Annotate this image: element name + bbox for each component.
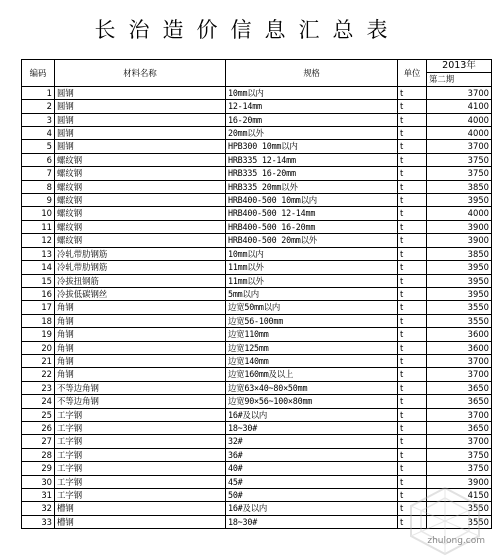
- cell-spec: HRB335 12-14mm: [226, 153, 398, 166]
- cell-unit: t: [398, 435, 427, 448]
- cell-name: 圆钢: [55, 86, 226, 99]
- cell-spec: 边宽56-100mm: [226, 314, 398, 327]
- cell-no: 15: [22, 274, 55, 287]
- cell-name: 螺纹钢: [55, 180, 226, 193]
- cell-price: 3650: [427, 421, 492, 434]
- cell-price: 3750: [427, 462, 492, 475]
- cell-no: 24: [22, 395, 55, 408]
- cell-unit: t: [398, 167, 427, 180]
- table-row: [22, 301, 492, 314]
- cell-name: 螺纹钢: [55, 207, 226, 220]
- cell-name: 圆钢: [55, 113, 226, 126]
- cell-unit: t: [398, 234, 427, 247]
- table-row: [22, 408, 492, 421]
- cell-price: 3650: [427, 381, 492, 394]
- cell-name: 槽钢: [55, 502, 226, 515]
- cell-no: 32: [22, 502, 55, 515]
- cell-name: 不等边角钢: [55, 395, 226, 408]
- cell-spec: HRB335 16-20mm: [226, 167, 398, 180]
- cell-unit: t: [398, 153, 427, 166]
- table-row: [22, 462, 492, 475]
- cell-unit: t: [398, 247, 427, 260]
- watermark-text: zhulong.com: [427, 536, 485, 546]
- cell-name: 工字钢: [55, 475, 226, 488]
- cell-name: 角钢: [55, 314, 226, 327]
- cell-name: 冷拔低碳钢丝: [55, 287, 226, 300]
- cell-price: 3950: [427, 274, 492, 287]
- cell-price: 3550: [427, 301, 492, 314]
- cell-price: 3950: [427, 194, 492, 207]
- cell-unit: t: [398, 314, 427, 327]
- cell-spec: 16#及以内: [226, 408, 398, 421]
- cell-spec: 18~30#: [226, 515, 398, 528]
- cell-no: 29: [22, 462, 55, 475]
- cell-name: 螺纹钢: [55, 234, 226, 247]
- cell-no: 9: [22, 194, 55, 207]
- cell-name: 圆钢: [55, 140, 226, 153]
- cell-unit: t: [398, 113, 427, 126]
- cell-name: 角钢: [55, 368, 226, 381]
- cell-price: 3900: [427, 234, 492, 247]
- cell-name: 不等边角钢: [55, 381, 226, 394]
- cell-price: 3650: [427, 395, 492, 408]
- cell-spec: 16-20mm: [226, 113, 398, 126]
- cell-price: 3950: [427, 261, 492, 274]
- table-row: [22, 247, 492, 260]
- cell-unit: t: [398, 194, 427, 207]
- cell-no: 12: [22, 234, 55, 247]
- cell-no: 16: [22, 287, 55, 300]
- cell-name: 角钢: [55, 354, 226, 367]
- cell-unit: t: [398, 207, 427, 220]
- header-name: 材料名称: [55, 60, 226, 87]
- cell-price: 3850: [427, 180, 492, 193]
- cell-spec: 10mm以内: [226, 86, 398, 99]
- cell-no: 28: [22, 448, 55, 461]
- cell-no: 21: [22, 354, 55, 367]
- cell-spec: 边宽90×56~100×80mm: [226, 395, 398, 408]
- cell-price: 3950: [427, 287, 492, 300]
- cell-unit: t: [398, 86, 427, 99]
- table-row: [22, 421, 492, 434]
- cell-unit: t: [398, 489, 427, 502]
- cell-no: 17: [22, 301, 55, 314]
- price-table: [21, 59, 492, 529]
- cell-name: 工字钢: [55, 448, 226, 461]
- cell-name: 螺纹钢: [55, 167, 226, 180]
- cell-no: 26: [22, 421, 55, 434]
- cell-spec: 11mm以外: [226, 261, 398, 274]
- cell-name: 冷轧带肋钢筋: [55, 247, 226, 260]
- table-row: [22, 368, 492, 381]
- table-row: [22, 354, 492, 367]
- cell-price: 3700: [427, 368, 492, 381]
- cell-no: 33: [22, 515, 55, 528]
- cell-no: 8: [22, 180, 55, 193]
- cell-name: 圆钢: [55, 127, 226, 140]
- cell-no: 7: [22, 167, 55, 180]
- table-row: [22, 86, 492, 99]
- cell-spec: 5mm以内: [226, 287, 398, 300]
- cell-no: 11: [22, 220, 55, 233]
- table-row: [22, 113, 492, 126]
- cell-price: 3750: [427, 167, 492, 180]
- cell-name: 角钢: [55, 341, 226, 354]
- cell-name: 工字钢: [55, 435, 226, 448]
- cell-unit: t: [398, 180, 427, 193]
- cell-name: 螺纹钢: [55, 194, 226, 207]
- table-row: [22, 381, 492, 394]
- header-year: 2013年: [427, 60, 492, 73]
- cell-name: 工字钢: [55, 421, 226, 434]
- cell-spec: 36#: [226, 448, 398, 461]
- cell-spec: HPB300 10mm以内: [226, 140, 398, 153]
- cell-spec: HRB400-500 10mm以内: [226, 194, 398, 207]
- cell-unit: t: [398, 502, 427, 515]
- header-no: 编码: [22, 60, 55, 87]
- table-row: [22, 287, 492, 300]
- table-row: [22, 140, 492, 153]
- cell-unit: t: [398, 341, 427, 354]
- cell-price: 4100: [427, 100, 492, 113]
- cell-no: 13: [22, 247, 55, 260]
- page-title: 长治造价信息汇总表: [94, 18, 401, 42]
- cell-name: 工字钢: [55, 489, 226, 502]
- cell-spec: HRB335 20mm以外: [226, 180, 398, 193]
- cell-spec: 45#: [226, 475, 398, 488]
- table-row: [22, 234, 492, 247]
- cell-unit: t: [398, 301, 427, 314]
- cell-no: 22: [22, 368, 55, 381]
- cell-no: 5: [22, 140, 55, 153]
- cell-spec: 边宽160mm及以上: [226, 368, 398, 381]
- table-row: [22, 100, 492, 113]
- cell-spec: 边宽140mm: [226, 354, 398, 367]
- cell-unit: t: [398, 100, 427, 113]
- cell-price: 3750: [427, 448, 492, 461]
- cell-unit: t: [398, 408, 427, 421]
- cell-unit: t: [398, 448, 427, 461]
- cell-spec: HRB400-500 12-14mm: [226, 207, 398, 220]
- cell-price: 3550: [427, 314, 492, 327]
- table-row: [22, 395, 492, 408]
- cell-spec: 16#及以内: [226, 502, 398, 515]
- cell-unit: t: [398, 140, 427, 153]
- cell-name: 角钢: [55, 328, 226, 341]
- cell-unit: t: [398, 261, 427, 274]
- table-row: [22, 448, 492, 461]
- cell-unit: t: [398, 287, 427, 300]
- cell-name: 冷拔扭钢筋: [55, 274, 226, 287]
- cell-price: 3700: [427, 408, 492, 421]
- cell-unit: t: [398, 381, 427, 394]
- cell-unit: t: [398, 368, 427, 381]
- cell-spec: 10mm以内: [226, 247, 398, 260]
- cell-name: 槽钢: [55, 515, 226, 528]
- cell-no: 3: [22, 113, 55, 126]
- table-row: [22, 127, 492, 140]
- table-row: [22, 194, 492, 207]
- cell-no: 14: [22, 261, 55, 274]
- header-unit: 单位: [398, 60, 427, 87]
- cell-spec: 40#: [226, 462, 398, 475]
- cell-price: 3700: [427, 86, 492, 99]
- cell-price: 3700: [427, 354, 492, 367]
- cell-no: 6: [22, 153, 55, 166]
- table-row: [22, 180, 492, 193]
- cell-unit: t: [398, 220, 427, 233]
- table-row: [22, 207, 492, 220]
- cell-name: 工字钢: [55, 408, 226, 421]
- cell-no: 31: [22, 489, 55, 502]
- table-row: [22, 341, 492, 354]
- cell-price: 3850: [427, 247, 492, 260]
- cell-price: 4000: [427, 127, 492, 140]
- cell-spec: 11mm以外: [226, 274, 398, 287]
- cell-no: 30: [22, 475, 55, 488]
- header-period: 第二期: [427, 73, 492, 86]
- table-row: [22, 261, 492, 274]
- cell-spec: 边宽110mm: [226, 328, 398, 341]
- cell-spec: 边宽125mm: [226, 341, 398, 354]
- table-row: [22, 167, 492, 180]
- cell-spec: HRB400-500 16-20mm: [226, 220, 398, 233]
- cell-spec: 边宽63×40~80×50mm: [226, 381, 398, 394]
- cell-spec: 50#: [226, 489, 398, 502]
- header-row: [22, 60, 492, 73]
- table-row: [22, 274, 492, 287]
- cell-no: 23: [22, 381, 55, 394]
- cell-unit: t: [398, 462, 427, 475]
- cell-spec: 18~30#: [226, 421, 398, 434]
- cell-no: 1: [22, 86, 55, 99]
- cell-price: 3700: [427, 140, 492, 153]
- cell-price: 3750: [427, 153, 492, 166]
- cell-unit: t: [398, 421, 427, 434]
- cell-no: 2: [22, 100, 55, 113]
- cell-price: 4000: [427, 207, 492, 220]
- cell-unit: t: [398, 274, 427, 287]
- cell-price: 4000: [427, 113, 492, 126]
- cell-unit: t: [398, 328, 427, 341]
- table-row: [22, 220, 492, 233]
- table-row: [22, 314, 492, 327]
- cell-no: 19: [22, 328, 55, 341]
- cell-name: 螺纹钢: [55, 153, 226, 166]
- watermark-logo-icon: [399, 484, 491, 558]
- cell-spec: 12-14mm: [226, 100, 398, 113]
- cell-spec: 边宽50mm以内: [226, 301, 398, 314]
- header-spec: 规格: [226, 60, 398, 87]
- cell-name: 圆钢: [55, 100, 226, 113]
- cell-unit: t: [398, 475, 427, 488]
- cell-name: 角钢: [55, 301, 226, 314]
- table-row: [22, 435, 492, 448]
- cell-price: 3900: [427, 475, 492, 488]
- cell-name: 工字钢: [55, 462, 226, 475]
- cell-unit: t: [398, 354, 427, 367]
- cell-name: 冷轧带肋钢筋: [55, 261, 226, 274]
- cell-spec: 20mm以外: [226, 127, 398, 140]
- cell-no: 25: [22, 408, 55, 421]
- cell-price: 3550: [427, 502, 492, 515]
- cell-spec: 32#: [226, 435, 398, 448]
- cell-no: 4: [22, 127, 55, 140]
- cell-unit: t: [398, 515, 427, 528]
- cell-spec: HRB400-500 20mm以外: [226, 234, 398, 247]
- cell-price: 4150: [427, 489, 492, 502]
- cell-price: 3600: [427, 341, 492, 354]
- cell-no: 10: [22, 207, 55, 220]
- cell-no: 20: [22, 341, 55, 354]
- cell-price: 3900: [427, 220, 492, 233]
- table-row: [22, 153, 492, 166]
- cell-no: 27: [22, 435, 55, 448]
- cell-unit: t: [398, 127, 427, 140]
- cell-price: 3600: [427, 328, 492, 341]
- cell-name: 螺纹钢: [55, 220, 226, 233]
- cell-unit: t: [398, 395, 427, 408]
- cell-no: 18: [22, 314, 55, 327]
- table-row: [22, 328, 492, 341]
- cell-price: 3550: [427, 515, 492, 528]
- cell-price: 3700: [427, 435, 492, 448]
